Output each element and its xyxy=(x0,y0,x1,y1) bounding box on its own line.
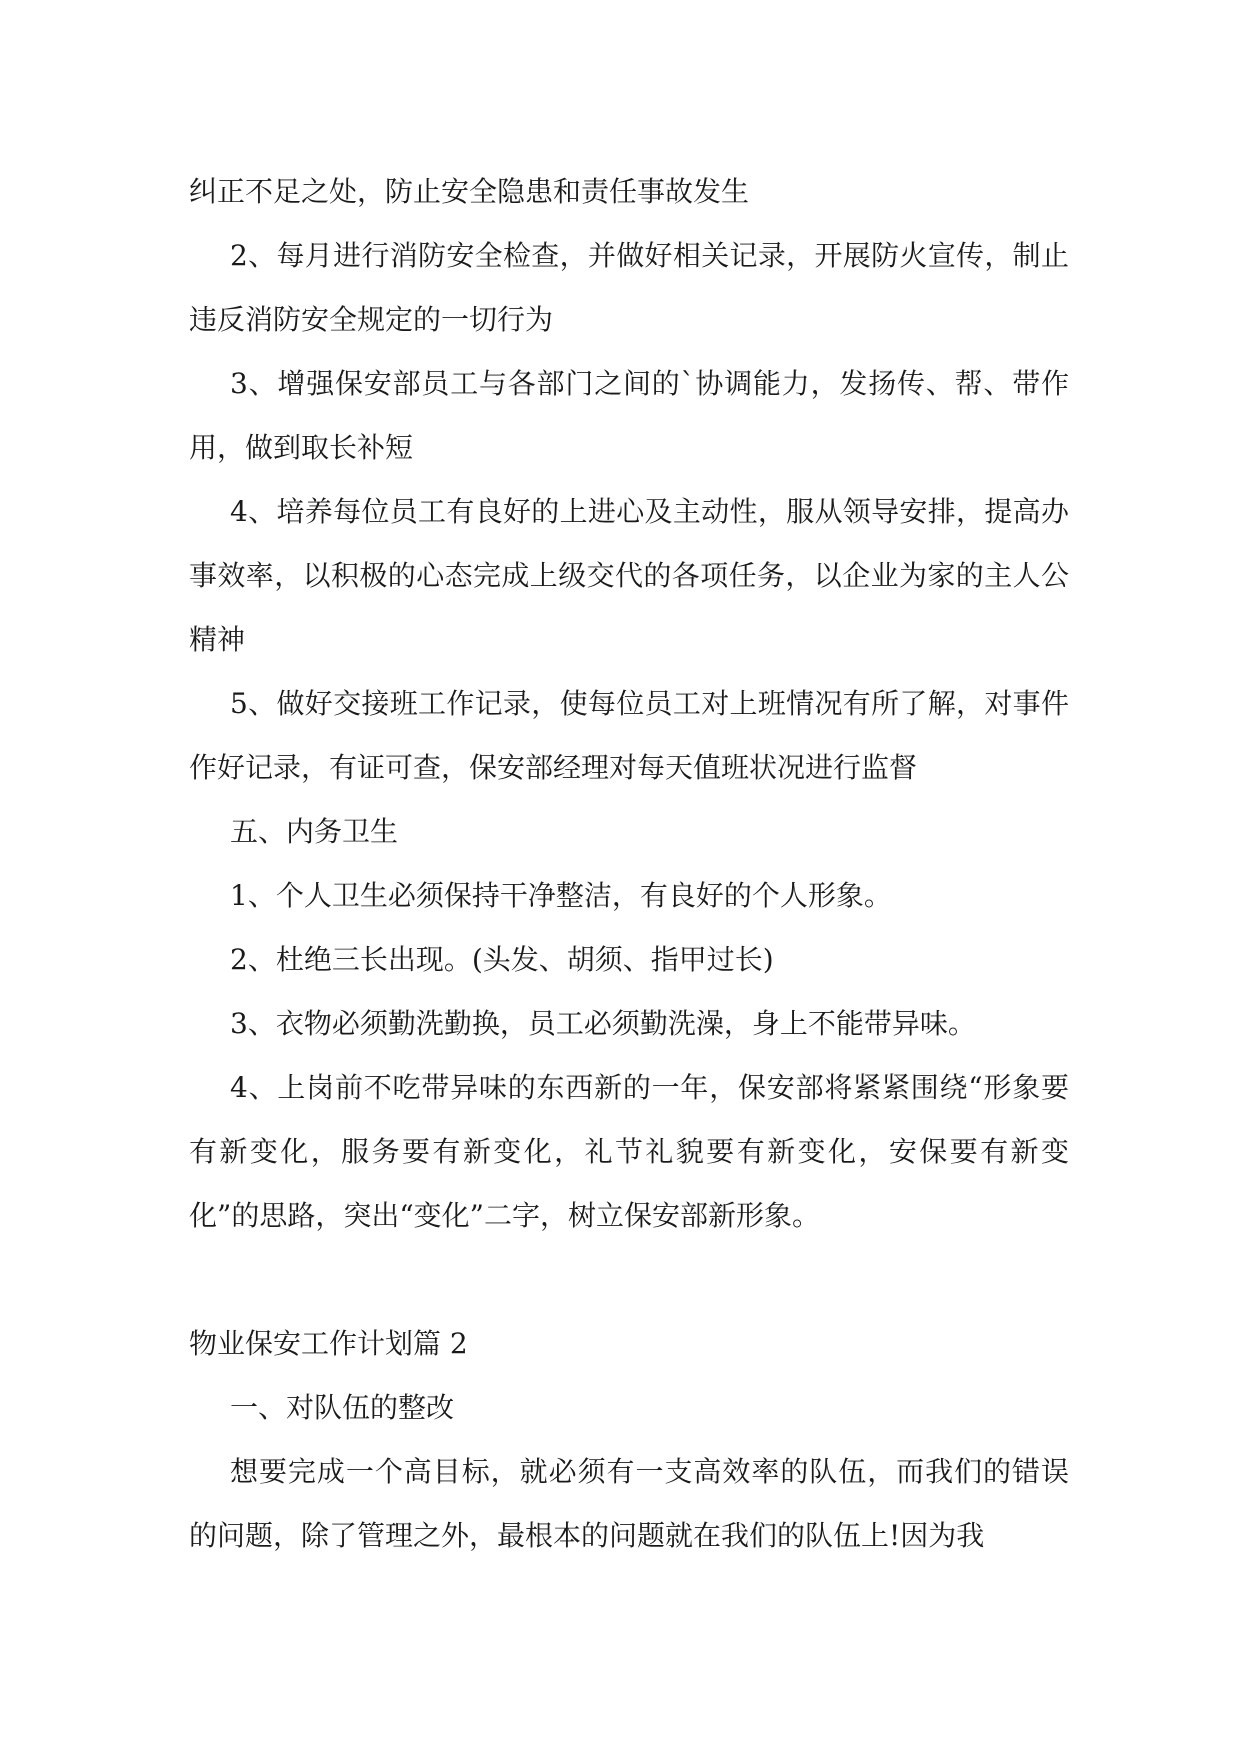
document-body xyxy=(189,160,1069,1568)
paragraph-continuation: 纠正不足之处，防止安全隐患和责任事故发生 xyxy=(189,175,750,208)
section-spacer xyxy=(189,1248,1069,1312)
section-subheading: 一、对队伍的整改 xyxy=(230,1391,455,1424)
paragraph-item-4: 4、培养每位员工有良好的上进心及主动性，服从领导安排，提高办事效率，以积极的心态完成上级交代的各项任务，以企业为家的主人公精神 xyxy=(189,495,1069,656)
hygiene-item-4: 4、上岗前不吃带异味的东西新的一年，保安部将紧紧围绕“形象要有新变化，服务要有新变化，礼节礼貌要有新变化，安保要有新变化”的思路，突出“变化”二字，树立保安部新形象。 xyxy=(189,1071,1069,1232)
hygiene-item-2: 2、杜绝三长出现。(头发、胡须、指甲过长) xyxy=(230,943,774,976)
paragraph-item-3: 3、增强保安部员工与各部门之间的`协调能力，发扬传、帮、带作用，做到取长补短 xyxy=(189,367,1069,464)
paragraph-item-5: 5、做好交接班工作记录，使每位员工对上班情况有所了解，对事件作好记录，有证可查，保安部经理对每天值班状况进行监督 xyxy=(189,687,1069,784)
section-paragraph: 想要完成一个高目标，就必须有一支高效率的队伍，而我们的错误的问题，除了管理之外，最根本的问题就在我们的队伍上!因为我 xyxy=(189,1455,1069,1552)
hygiene-item-1: 1、个人卫生必须保持干净整洁，有良好的个人形象。 xyxy=(230,879,892,912)
section-title: 物业保安工作计划篇 2 xyxy=(189,1327,468,1360)
section-heading-hygiene: 五、内务卫生 xyxy=(230,815,399,848)
hygiene-item-3: 3、衣物必须勤洗勤换，员工必须勤洗澡，身上不能带异味。 xyxy=(230,1007,976,1040)
paragraph-item-2: 2、每月进行消防安全检查，并做好相关记录，开展防火宣传，制止违反消防安全规定的一切行为 xyxy=(189,239,1069,336)
